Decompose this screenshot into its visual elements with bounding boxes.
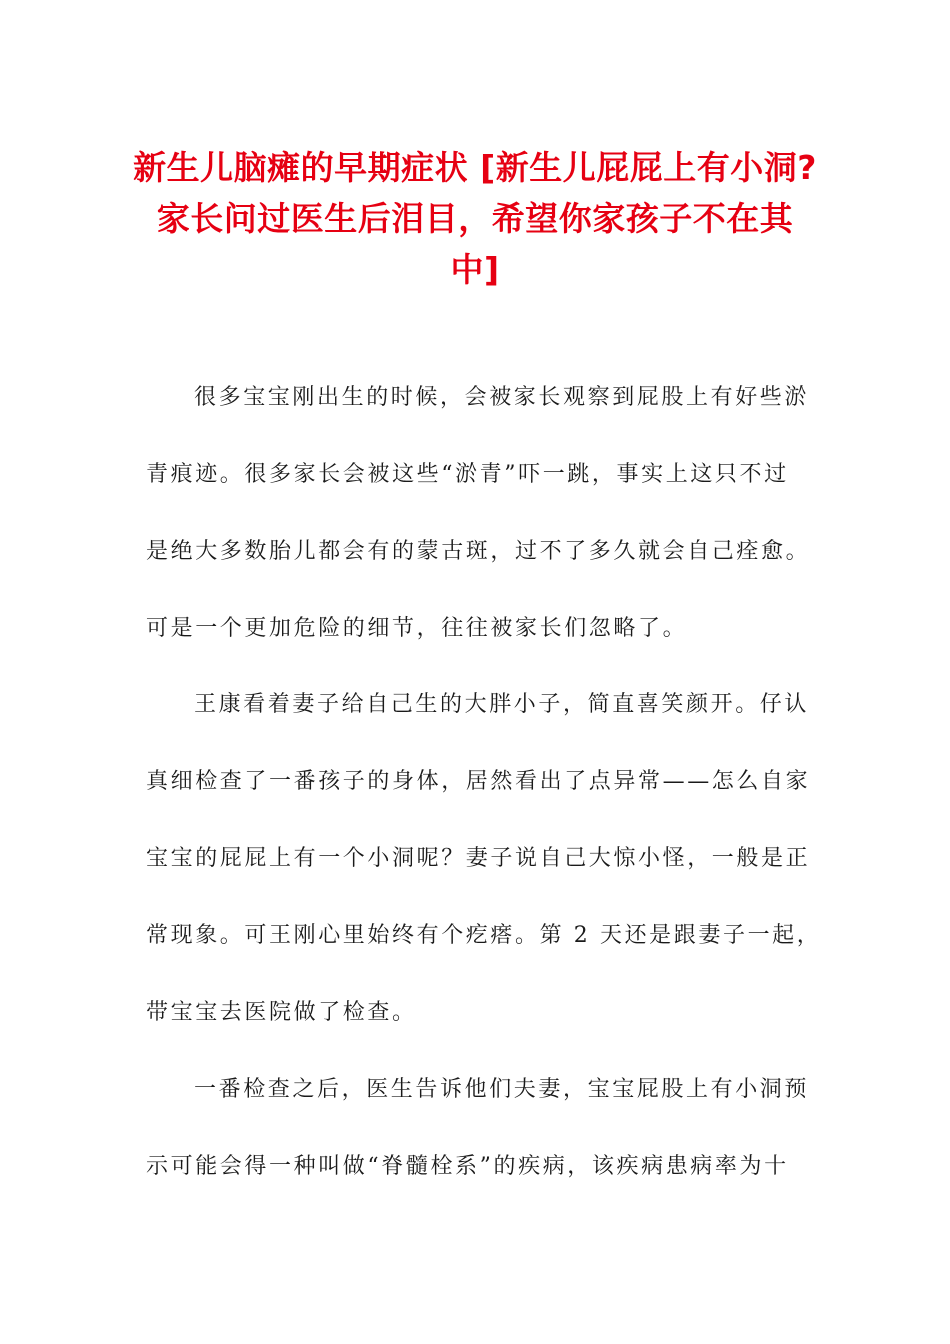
paragraph-2-line-5: 带宝宝去医院做了检查。 bbox=[146, 1000, 417, 1025]
title-line-1: 新生儿脑瘫的早期症状 [新生儿屁屁上有小洞? bbox=[133, 148, 817, 187]
paragraph-2-line-3: 宝宝的屁屁上有一个小洞呢？妻子说自己大惊小怪，一般是正 bbox=[146, 846, 811, 871]
paragraph-1-line-2: 青痕迹。很多家长会被这些“淤青”吓一跳，事实上这只不过 bbox=[146, 462, 789, 487]
paragraph-1-line-4: 可是一个更加危险的细节，往往被家长们忽略了。 bbox=[146, 616, 688, 641]
paragraph-1-line-3: 是绝大多数胎儿都会有的蒙古斑，过不了多久就会自己痊愈。 bbox=[146, 539, 811, 564]
paragraph-1-line-1: 很多宝宝刚出生的时候，会被家长观察到屁股上有好些淤 bbox=[194, 385, 810, 410]
paragraph-2-line-1: 王康看着妻子给自己生的大胖小子，简直喜笑颜开。仔认 bbox=[194, 692, 810, 717]
paragraph-3-line-1: 一番检查之后，医生告诉他们夫妻，宝宝屁股上有小洞预 bbox=[194, 1077, 810, 1102]
paragraph-2-line-2: 真细检查了一番孩子的身体，居然看出了点异常——怎么自家 bbox=[146, 769, 811, 794]
paragraph-2-line-4: 常现象。可王刚心里始终有个疙瘩。第 2 天还是跟妻子一起， bbox=[146, 923, 822, 948]
title-line-3: 中] bbox=[450, 250, 500, 289]
document-title bbox=[120, 142, 830, 295]
paragraph-3-line-2: 示可能会得一种叫做“脊髓栓系”的疾病，该疾病患病率为十 bbox=[146, 1154, 789, 1179]
title-line-2: 家长问过医生后泪目，希望你家孩子不在其 bbox=[156, 199, 794, 238]
